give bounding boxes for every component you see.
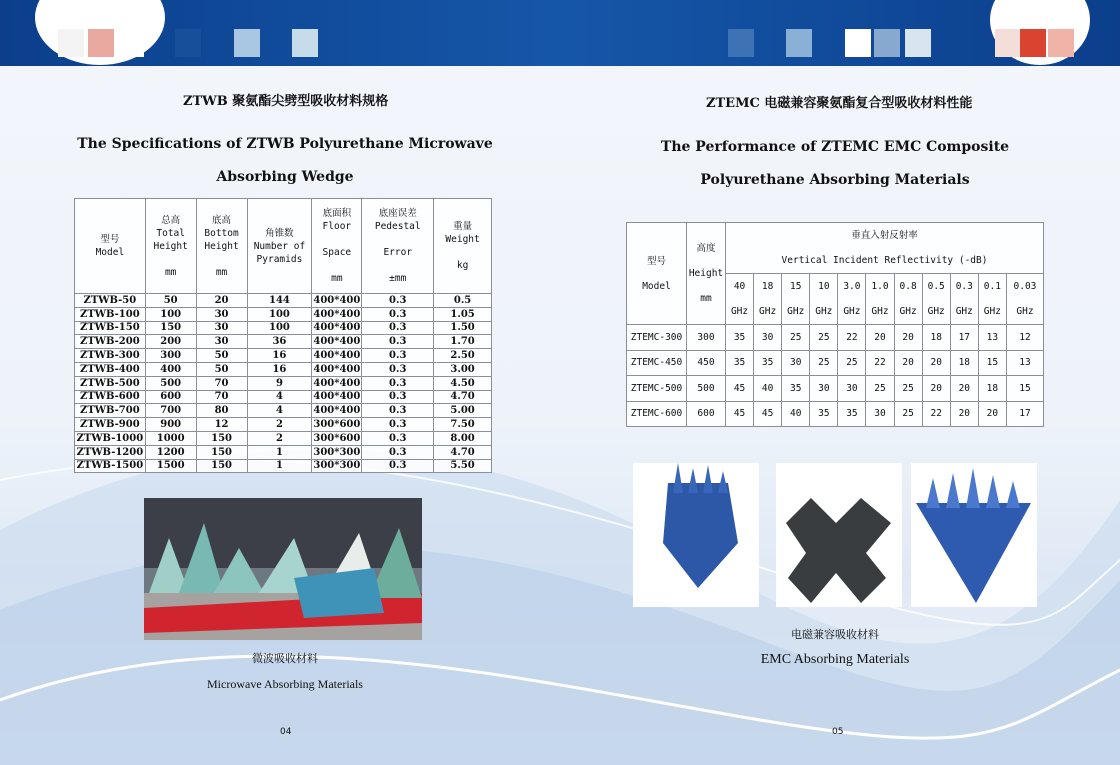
table-cell: 400*400: [313, 377, 361, 389]
table-row: [75, 431, 492, 445]
emc-absorber-photo-3: [911, 463, 1037, 607]
table-cell: 4: [247, 404, 312, 418]
table-cell: 16: [247, 349, 312, 363]
frequency-header: 18 GHz: [754, 274, 782, 325]
table-cell: 12: [196, 418, 247, 432]
table-cell: 70: [196, 376, 247, 390]
table-cell: 16: [247, 362, 312, 376]
table-cell: 1: [247, 445, 312, 459]
table-cell: 15: [1006, 376, 1043, 402]
table-cell: 300*600: [313, 432, 361, 444]
table-cell: 150: [145, 321, 196, 335]
column-header: 底面积 Floor Space mm: [312, 199, 362, 294]
table-cell: ZTWB-100: [75, 307, 146, 321]
table-cell: 0.3: [362, 349, 434, 363]
header-banner: [0, 0, 1120, 66]
column-header: 重量 Weight kg: [434, 199, 492, 294]
table-cell: 20: [950, 376, 978, 402]
table-cell: 20: [950, 401, 978, 427]
table-cell: 50: [196, 349, 247, 363]
table-cell: 5.50: [434, 459, 492, 473]
table-cell: 5.00: [434, 404, 492, 418]
table-row: [627, 401, 1044, 427]
frequency-header: 40 GHz: [726, 274, 754, 325]
table-cell: ZTWB-1000: [75, 431, 146, 445]
table-cell: 25: [894, 376, 922, 402]
microwave-absorber-photo: [144, 498, 422, 640]
table-cell: 200: [145, 335, 196, 349]
table-cell: 13: [1006, 350, 1043, 376]
column-header: 角锥数 Number of Pyramids: [247, 199, 312, 294]
right-caption-cn: 电磁兼容吸收材料: [791, 628, 879, 641]
table-cell: 80: [196, 404, 247, 418]
table-cell: 18: [950, 350, 978, 376]
frequency-header: 0.03 GHz: [1006, 274, 1043, 325]
table-cell: ZTEMC-500: [627, 376, 687, 402]
right-caption-en: EMC Absorbing Materials: [760, 652, 910, 667]
right-title-en: The Performance of ZTEMC EMC Composite Polyurethane Absorbing Materials: [660, 139, 1010, 188]
table-cell: 20: [866, 325, 894, 351]
table-cell: 13: [978, 325, 1006, 351]
left-title-cn: ZTWB 聚氨酯尖劈型吸收材料规格: [183, 94, 389, 109]
table-row: [75, 445, 492, 459]
table-cell: 15: [978, 350, 1006, 376]
table-cell: 22: [866, 350, 894, 376]
table-cell: 400*400: [313, 336, 361, 348]
table-cell: 400*400: [313, 350, 361, 362]
table-row: [75, 362, 492, 376]
table-row: [627, 376, 1044, 402]
table-cell: 35: [754, 350, 782, 376]
table-cell: 300: [687, 325, 726, 351]
table-cell: 2: [247, 418, 312, 432]
table-cell: ZTEMC-450: [627, 350, 687, 376]
table-cell: 144: [247, 294, 312, 308]
table-cell: 9: [247, 376, 312, 390]
table-cell: 17: [950, 325, 978, 351]
table-cell: 4: [247, 390, 312, 404]
left-title-en: The Specifications of ZTWB Polyurethane Microwave Absorbing Wedge: [77, 136, 493, 185]
table-row: [75, 459, 492, 473]
table-row: [75, 376, 492, 390]
table-cell: 12: [1006, 325, 1043, 351]
table-cell: 0.3: [362, 459, 434, 473]
column-header: 总高 Total Height mm: [145, 199, 196, 294]
table-cell: 35: [726, 350, 754, 376]
table-cell: 50: [196, 362, 247, 376]
table-cell: 70: [196, 390, 247, 404]
table-cell: 0.3: [362, 362, 434, 376]
column-header: 底座误差 Pedestal Error ±mm: [362, 199, 434, 294]
table-cell: 600: [687, 401, 726, 427]
table-cell: 400*400: [313, 363, 361, 375]
table-cell: 20: [894, 325, 922, 351]
table-row: [627, 325, 1044, 351]
table-cell: 450: [687, 350, 726, 376]
column-header-model: 型号 Model: [627, 223, 687, 325]
right-title-cn: ZTEMC 电磁兼容聚氨酯复合型吸收材料性能: [706, 96, 973, 111]
left-caption-en: Microwave Absorbing Materials: [207, 677, 363, 691]
ztwb-spec-table: [74, 198, 492, 473]
table-cell: ZTWB-500: [75, 376, 146, 390]
table-cell: 300*300: [313, 446, 361, 458]
table-cell: 400*400: [313, 405, 361, 417]
table-cell: 25: [866, 376, 894, 402]
table-cell: 35: [782, 376, 810, 402]
frequency-header: 10 GHz: [810, 274, 838, 325]
table-cell: 400*400: [313, 294, 361, 306]
table-cell: 25: [782, 325, 810, 351]
table-cell: 100: [145, 307, 196, 321]
frequency-header: 0.5 GHz: [922, 274, 950, 325]
table-cell: 300*300: [313, 460, 361, 472]
table-cell: 300*600: [313, 419, 361, 431]
table-cell: 4.50: [434, 376, 492, 390]
table-row: [75, 349, 492, 363]
table-cell: 0.3: [362, 390, 434, 404]
table-cell: 30: [866, 401, 894, 427]
table-cell: 36: [247, 335, 312, 349]
table-cell: ZTWB-900: [75, 418, 146, 432]
table-cell: 100: [247, 321, 312, 335]
table-cell: 2: [247, 431, 312, 445]
table-cell: 1: [247, 459, 312, 473]
table-cell: 35: [838, 401, 866, 427]
table-cell: 900: [145, 418, 196, 432]
table-cell: 2.50: [434, 349, 492, 363]
table-cell: 0.3: [362, 376, 434, 390]
table-row: [75, 404, 492, 418]
table-cell: 1.50: [434, 321, 492, 335]
table-cell: 8.00: [434, 431, 492, 445]
column-header-reflectivity: 垂直入射反射率 Vertical Incident Reflectivity (-dB): [726, 223, 1044, 274]
table-cell: 30: [196, 321, 247, 335]
column-header: 底高 Bottom Height mm: [196, 199, 247, 294]
table-cell: ZTWB-1500: [75, 459, 146, 473]
table-cell: 0.3: [362, 445, 434, 459]
table-cell: 4.70: [434, 390, 492, 404]
frequency-header: 15 GHz: [782, 274, 810, 325]
table-row: [75, 418, 492, 432]
table-cell: 500: [687, 376, 726, 402]
table-cell: ZTWB-600: [75, 390, 146, 404]
table-cell: ZTWB-50: [75, 294, 146, 308]
table-cell: 3.00: [434, 362, 492, 376]
table-cell: 25: [810, 325, 838, 351]
table-cell: 0.3: [362, 335, 434, 349]
table-cell: 25: [838, 350, 866, 376]
table-cell: 0.5: [434, 294, 492, 308]
table-cell: ZTWB-700: [75, 404, 146, 418]
table-cell: 50: [145, 294, 196, 308]
table-cell: 22: [838, 325, 866, 351]
table-cell: 150: [196, 459, 247, 473]
table-cell: 7.50: [434, 418, 492, 432]
table-row: [75, 335, 492, 349]
table-cell: 20: [922, 350, 950, 376]
table-cell: 0.3: [362, 418, 434, 432]
table-cell: 0.3: [362, 307, 434, 321]
table-cell: 1.70: [434, 335, 492, 349]
left-caption-cn: 微波吸收材料: [252, 652, 318, 665]
table-row: [75, 294, 492, 308]
table-cell: 4.70: [434, 445, 492, 459]
frequency-header: 0.3 GHz: [950, 274, 978, 325]
table-cell: ZTWB-200: [75, 335, 146, 349]
table-cell: 30: [196, 335, 247, 349]
table-cell: 20: [196, 294, 247, 308]
table-cell: ZTEMC-600: [627, 401, 687, 427]
table-cell: 30: [838, 376, 866, 402]
table-cell: ZTWB-1200: [75, 445, 146, 459]
table-cell: 20: [978, 401, 1006, 427]
table-cell: 30: [196, 307, 247, 321]
table-cell: 17: [1006, 401, 1043, 427]
table-cell: 22: [922, 401, 950, 427]
table-cell: 18: [922, 325, 950, 351]
table-cell: 25: [894, 401, 922, 427]
table-cell: 400: [145, 362, 196, 376]
table-cell: 40: [754, 376, 782, 402]
emc-absorber-photo-1: [633, 463, 759, 607]
frequency-header: 3.0 GHz: [838, 274, 866, 325]
table-cell: 300: [145, 349, 196, 363]
table-cell: 45: [754, 401, 782, 427]
table-cell: 30: [810, 376, 838, 402]
table-cell: ZTWB-150: [75, 321, 146, 335]
table-cell: 25: [810, 350, 838, 376]
table-cell: 35: [810, 401, 838, 427]
table-cell: 30: [782, 350, 810, 376]
table-cell: 0.3: [362, 294, 434, 308]
table-cell: 45: [726, 401, 754, 427]
table-cell: ZTWB-400: [75, 362, 146, 376]
column-header: 型号 Model: [75, 199, 146, 294]
table-cell: 45: [726, 376, 754, 402]
table-cell: 400*400: [313, 308, 361, 320]
table-cell: 35: [726, 325, 754, 351]
table-cell: 20: [922, 376, 950, 402]
table-cell: 0.3: [362, 431, 434, 445]
table-cell: 20: [894, 350, 922, 376]
table-cell: 150: [196, 431, 247, 445]
table-cell: 30: [754, 325, 782, 351]
ztemc-performance-table: [626, 222, 1044, 427]
table-row: [75, 390, 492, 404]
table-cell: 40: [782, 401, 810, 427]
table-cell: 150: [196, 445, 247, 459]
frequency-header: 0.1 GHz: [978, 274, 1006, 325]
table-cell: ZTWB-300: [75, 349, 146, 363]
table-cell: 600: [145, 390, 196, 404]
frequency-header: 0.8 GHz: [894, 274, 922, 325]
column-header-height: 高度 Height mm: [687, 223, 726, 325]
table-cell: 500: [145, 376, 196, 390]
table-cell: 400*400: [313, 391, 361, 403]
table-row: [75, 321, 492, 335]
table-cell: 1.05: [434, 307, 492, 321]
table-cell: 0.3: [362, 404, 434, 418]
table-cell: ZTEMC-300: [627, 325, 687, 351]
table-row: [627, 350, 1044, 376]
frequency-header: 1.0 GHz: [866, 274, 894, 325]
table-cell: 1000: [145, 431, 196, 445]
table-cell: 1500: [145, 459, 196, 473]
table-cell: 0.3: [362, 321, 434, 335]
page-number-left: 04: [280, 727, 292, 737]
table-cell: 400*400: [313, 322, 361, 334]
page-number-right: 05: [832, 727, 844, 737]
table-cell: 18: [978, 376, 1006, 402]
table-row: [75, 307, 492, 321]
table-cell: 100: [247, 307, 312, 321]
table-cell: 1200: [145, 445, 196, 459]
table-header-row: [627, 223, 1044, 274]
emc-absorber-photo-2: [776, 463, 902, 607]
table-header-row: [75, 199, 492, 294]
table-cell: 700: [145, 404, 196, 418]
